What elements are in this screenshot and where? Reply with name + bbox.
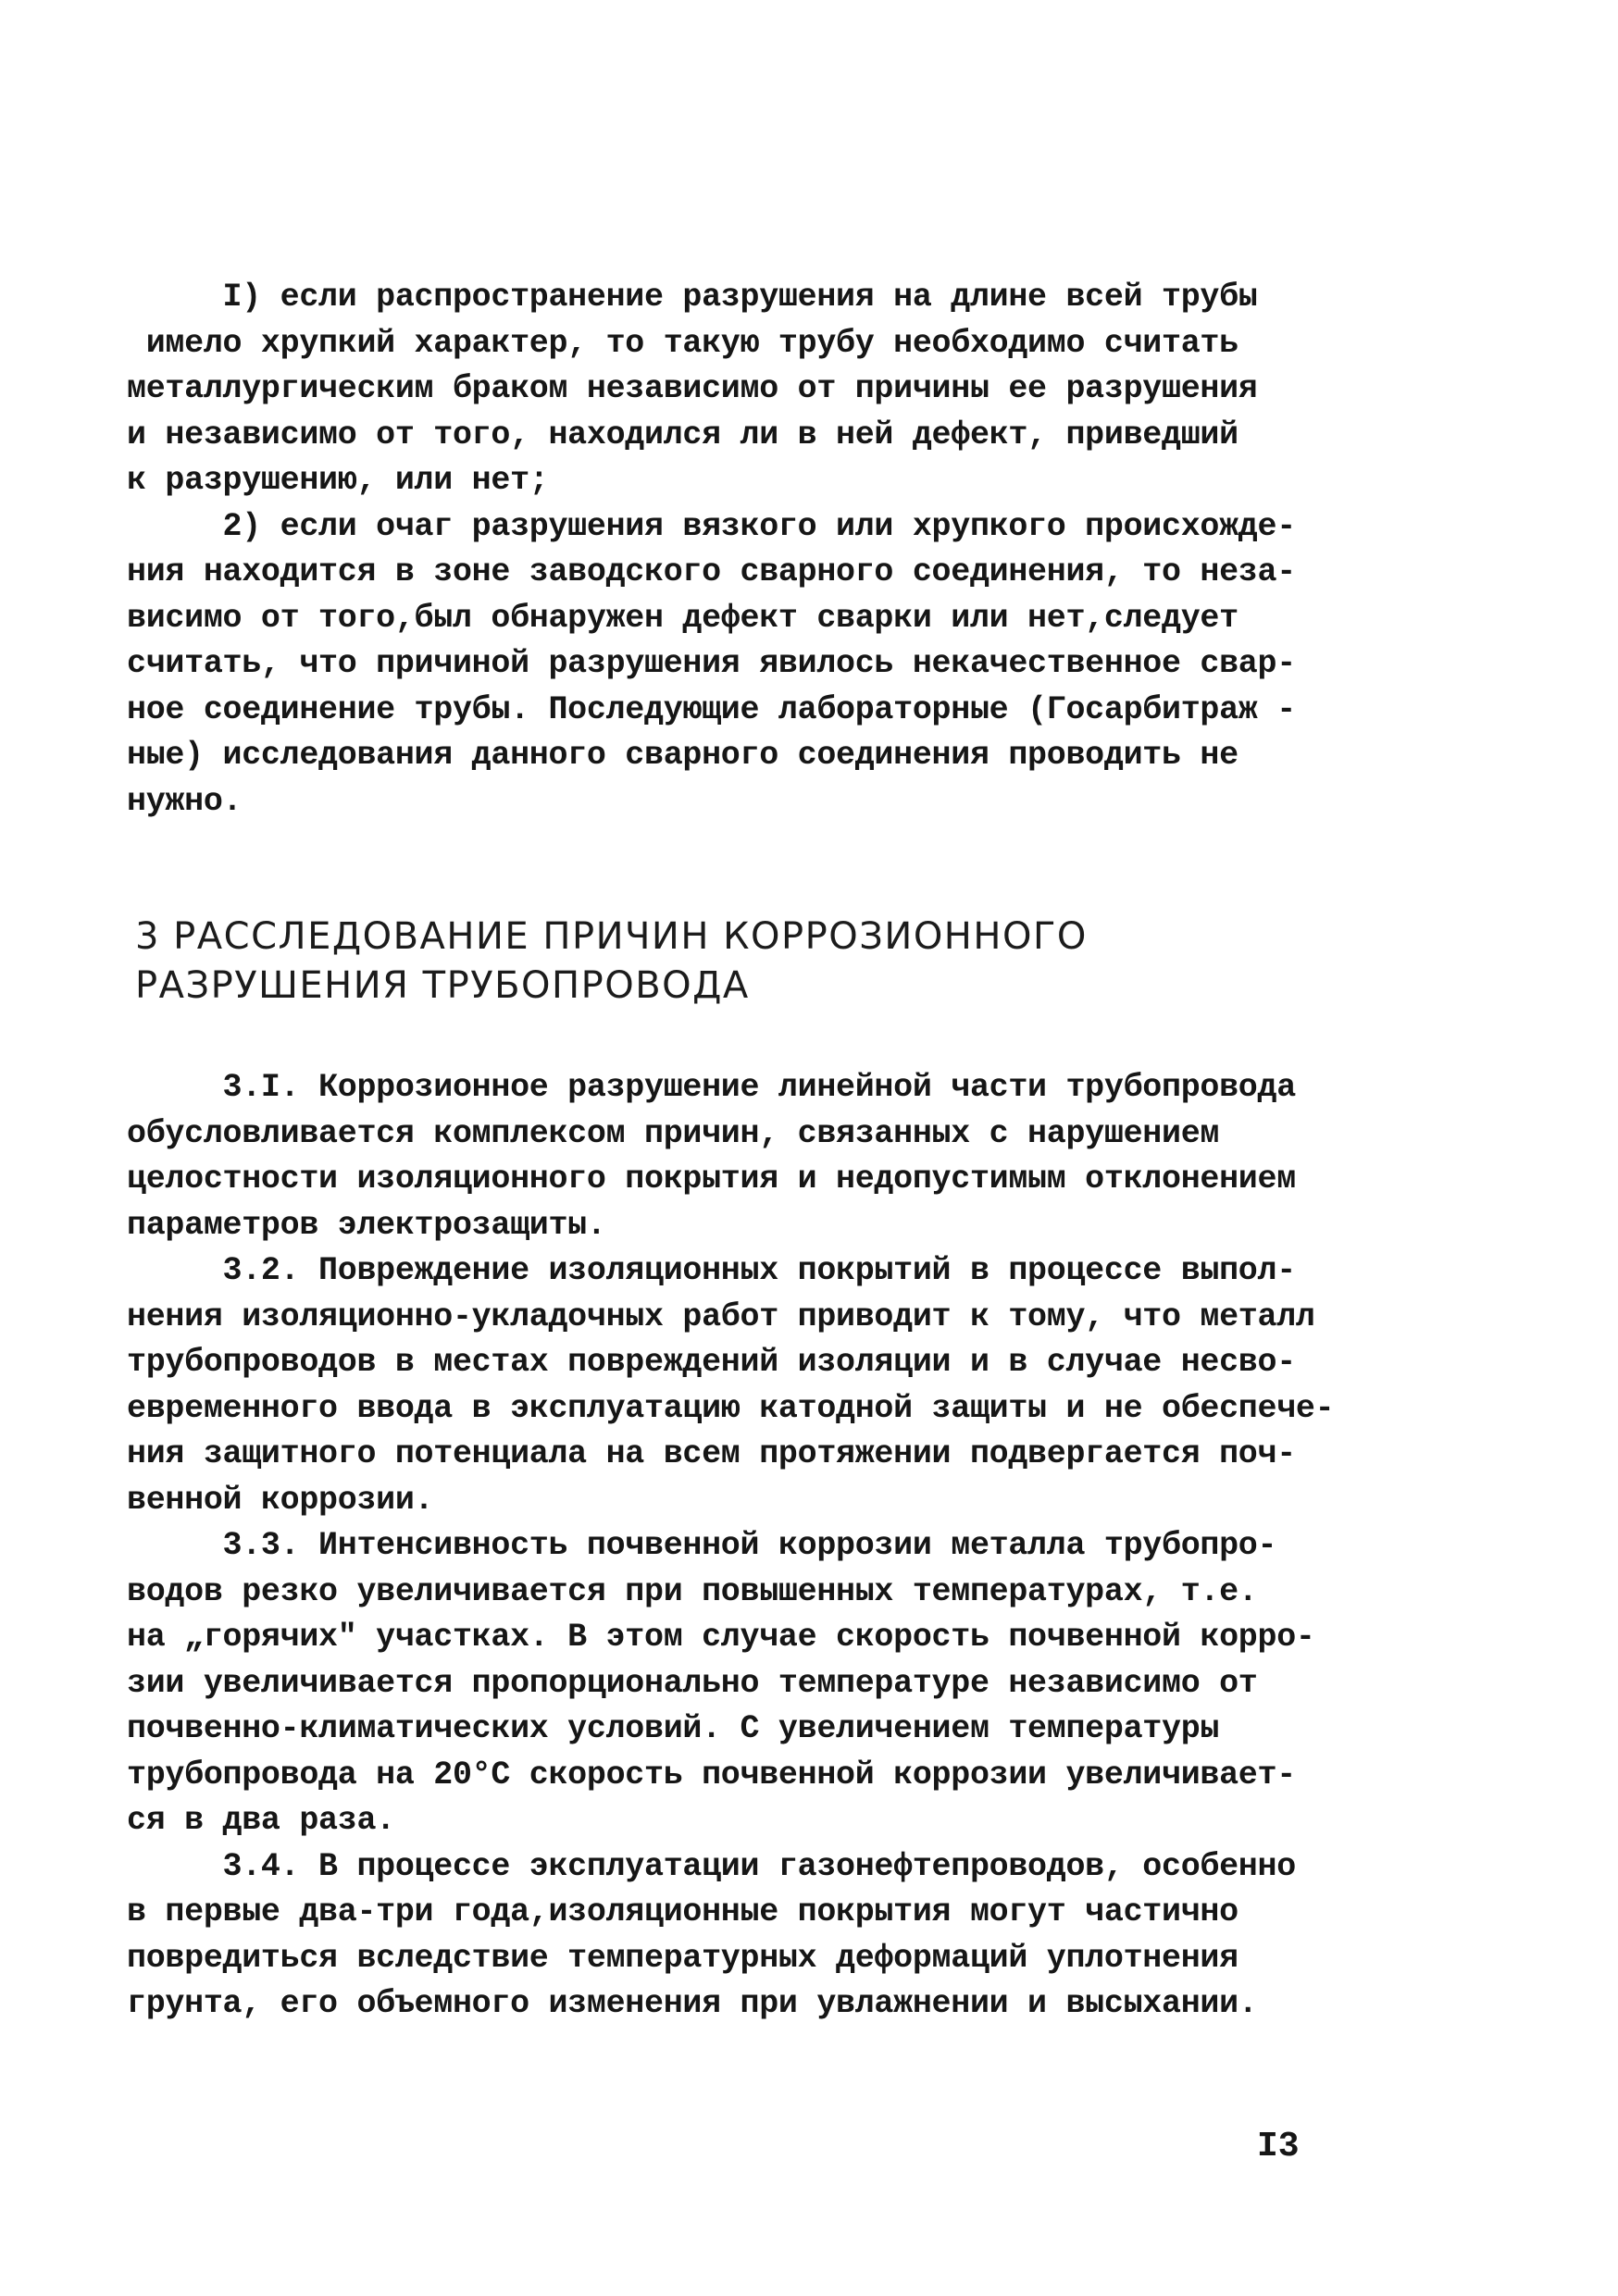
- text-line: трубопровода на 20°С скорость почвенной коррозии увеличивает-: [127, 1756, 1296, 1793]
- text-line: 2) если очаг разрушения вязкого или хрупкого происхожде-: [127, 507, 1296, 545]
- section-heading: [135, 912, 1088, 1011]
- text-line: целостности изоляционного покрытия и недопустимым отклонением: [127, 1160, 1296, 1198]
- text-line: к разрушению, или нет;: [127, 462, 549, 499]
- section-heading-line: РАЗРУШЕНИЯ ТРУБОПРОВОДА: [135, 964, 750, 1007]
- text-line: 3.2. Повреждение изоляционных покрытий в процессе выпол-: [127, 1252, 1296, 1289]
- text-line: ния защитного потенциала на всем протяжении подвергается поч-: [127, 1435, 1296, 1472]
- text-line: грунта, его объемного изменения при увлажнении и высыхании.: [127, 1985, 1258, 2022]
- text-line: обусловливается комплексом причин, связанных с нарушением: [127, 1114, 1220, 1152]
- text-line: водов резко увеличивается при повышенных температурах, т.е.: [127, 1572, 1258, 1610]
- text-line: нужно.: [127, 782, 243, 820]
- text-line: ное соединение трубы. Последующие лабораторные (Госарбитраж -: [127, 690, 1296, 728]
- text-line: ся в два раза.: [127, 1802, 395, 1839]
- text-line: в первые два-три года,изоляционные покрытия могут частично: [127, 1893, 1238, 1930]
- text-line: параметров электрозащиты.: [127, 1206, 606, 1244]
- text-line: считать, что причиной разрушения явилось некачественное свар-: [127, 645, 1296, 682]
- section-heading-line: 3 РАССЛЕДОВАНИЕ ПРИЧИН КОРРОЗИОННОГО: [135, 915, 1088, 958]
- text-line: повредиться вследствие температурных деформаций уплотнения: [127, 1939, 1238, 1977]
- page-number: I3: [1257, 2127, 1300, 2166]
- text-line: металлургическим браком независимо от причины ее разрушения: [127, 370, 1258, 407]
- text-line: висимо от того,был обнаружен дефект сварки или нет,следует: [127, 599, 1238, 637]
- text-line: 3.I. Коррозионное разрушение линейной части трубопровода: [127, 1069, 1296, 1106]
- text-line: имело хрупкий характер, то такую трубу необходимо считать: [127, 324, 1238, 362]
- text-line: зии увеличивается пропорционально температуре независимо от: [127, 1664, 1258, 1702]
- text-line: венной коррозии.: [127, 1481, 434, 1519]
- text-line: трубопроводов в местах повреждений изоляции и в случае несво-: [127, 1344, 1296, 1381]
- text-line: 3.3. Интенсивность почвенной коррозии металла трубопро-: [127, 1527, 1277, 1564]
- text-line: I) если распространение разрушения на длине всей трубы: [127, 279, 1258, 316]
- text-line: ные) исследования данного сварного соединения проводить не: [127, 737, 1238, 774]
- section-body-text-block: [127, 1065, 1339, 2028]
- text-line: почвенно-климатических условий. С увеличением температуры: [127, 1710, 1220, 1747]
- text-line: ния находится в зоне заводского сварного соединения, то неза-: [127, 553, 1296, 590]
- text-line: нения изоляционно-укладочных работ приводит к тому, что металл: [127, 1297, 1315, 1335]
- text-line: 3.4. В процессе эксплуатации газонефтепроводов, особенно: [127, 1847, 1296, 1885]
- text-line: и независимо от того, находился ли в ней дефект, приведший: [127, 416, 1238, 453]
- text-line: евременного ввода в эксплуатацию катодной защиты и не обеспече-: [127, 1389, 1335, 1427]
- text-line: на „горячих" участках. В этом случае скорость почвенной корро-: [127, 1619, 1315, 1656]
- intro-text-block: [127, 275, 1339, 825]
